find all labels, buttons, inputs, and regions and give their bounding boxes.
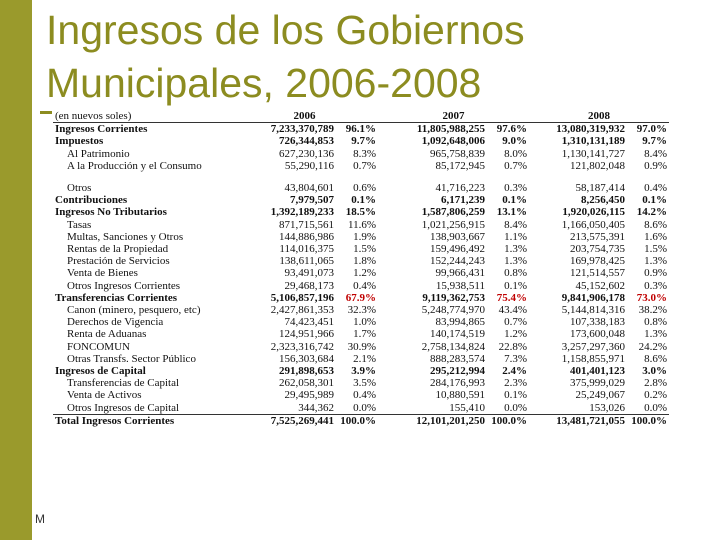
table-row [53,267,669,279]
table-row [53,206,669,218]
value-2007: 2,758,134,824 [421,340,485,353]
slide-title [46,4,525,110]
value-2008: 45,152,602 [575,279,625,292]
table-header-row [53,110,669,123]
row-name: Rentas de la Propiedad [67,243,169,256]
income-table [53,110,669,427]
percent-2008: 0.8% [644,316,667,329]
table-row [53,135,669,147]
row-name: Transferencias de Capital [67,377,180,390]
percent-2007: 1.3% [504,243,527,256]
value-2006: 43,804,601 [284,182,334,195]
value-2008: 153,026 [589,401,625,414]
percent-2006: 1.8% [353,255,376,268]
value-2008: 121,802,048 [570,159,625,172]
left-accent-bar [0,0,32,540]
table-row [53,219,669,231]
percent-2007: 8.0% [504,147,527,160]
value-2008: 5,144,814,316 [561,304,625,317]
table-row [53,328,669,340]
percent-2006: 0.0% [353,401,376,414]
percent-2006: 0.1% [351,194,376,207]
value-2006: 156,303,684 [279,352,334,365]
value-2007: 284,176,993 [430,377,485,390]
value-2007: 9,119,362,753 [422,291,485,304]
value-2006: 7,525,269,441 [231,414,336,427]
row-name: Venta de Bienes [67,267,138,280]
percent-2006: 11.6% [347,218,376,231]
value-2006: 29,468,173 [284,279,334,292]
year-header-2006: 2006 [231,110,378,123]
percent-2006: 0.6% [353,182,376,195]
unit-label: (en nuevos soles) [53,110,231,123]
value-2006: 114,016,375 [279,243,334,256]
value-2007: 85,172,945 [435,159,485,172]
row-spacer-cell [53,172,669,182]
table-row [53,255,669,267]
table-row [53,123,669,136]
percent-2006: 9.7% [351,135,376,148]
table-row [53,280,669,292]
percent-2006: 0.4% [353,279,376,292]
table-row [53,194,669,206]
percent-2008: 8.6% [644,352,667,365]
value-2007: 1,092,648,006 [421,135,485,148]
value-2007: 888,283,574 [430,352,485,365]
percent-2006: 67.9% [345,291,376,304]
percent-2007: 7.3% [504,352,527,365]
row-name: Otras Transfs. Sector Público [67,352,196,365]
value-2007: 12,101,201,250 [378,414,487,427]
percent-2007: 97.6% [496,123,527,136]
percent-2008: 100.0% [627,414,669,427]
value-2008: 1,310,131,189 [561,135,625,148]
income-table-image [53,110,669,530]
percent-2008: 0.3% [644,279,667,292]
table-row [53,316,669,328]
value-2007: 159,496,492 [430,243,485,256]
percent-2006: 8.3% [353,147,376,160]
percent-2007: 0.0% [504,401,527,414]
table-row [53,231,669,243]
percent-2006: 96.1% [345,123,376,136]
value-2006: 2,427,861,353 [270,304,334,317]
value-2008: 1,166,050,405 [561,218,625,231]
percent-2006: 1.7% [353,328,376,341]
value-2007: 140,174,519 [430,328,485,341]
percent-2006: 30.9% [347,340,376,353]
value-2007: 152,244,243 [430,255,485,268]
table-row [53,377,669,389]
percent-2007: 2.3% [504,377,527,390]
table-row [53,353,669,365]
percent-2008: 0.4% [644,182,667,195]
percent-2008: 38.2% [638,304,667,317]
percent-2008: 1.5% [644,243,667,256]
row-name: Renta de Aduanas [67,328,147,341]
percent-2008: 14.2% [636,206,667,219]
row-name: Derechos de Vigencia [67,316,164,329]
row-name: Total Ingresos Corrientes [53,414,231,427]
value-2007: 6,171,239 [441,194,485,207]
percent-2008: 8.4% [644,147,667,160]
percent-2006: 18.5% [345,206,376,219]
value-2008: 401,401,123 [570,365,625,378]
value-2006: 627,230,136 [279,147,334,160]
value-2006: 74,423,451 [284,316,334,329]
value-2008: 121,514,557 [570,267,625,280]
percent-2007: 0.1% [504,389,527,402]
value-2006: 124,951,966 [279,328,334,341]
value-2007: 83,994,865 [435,316,485,329]
row-name: Impuestos [55,135,104,148]
value-2008: 213,575,391 [570,230,625,243]
percent-2007: 22.8% [498,340,527,353]
percent-2008: 0.9% [644,267,667,280]
value-2006: 7,233,370,789 [270,123,334,136]
value-2006: 726,344,853 [279,135,334,148]
table-row [53,365,669,377]
row-name: A la Producción y el Consumo [67,159,202,172]
percent-2007: 100.0% [487,414,529,427]
percent-2008: 0.9% [644,159,667,172]
value-2006: 29,495,989 [284,389,334,402]
value-2008: 1,158,855,971 [561,352,625,365]
percent-2007: 1.3% [504,255,527,268]
table-row [53,341,669,353]
percent-2006: 32.3% [347,304,376,317]
value-2006: 7,979,507 [290,194,334,207]
percent-2008: 2.8% [644,377,667,390]
percent-2006: 2.1% [353,352,376,365]
value-2008: 13,080,319,932 [556,123,625,136]
table-row [53,292,669,304]
row-name: Ingresos Corrientes [55,123,148,136]
row-name: Tasas [67,218,92,231]
value-2007: 155,410 [449,401,485,414]
value-2006: 93,491,073 [284,267,334,280]
value-2006: 344,362 [298,401,334,414]
row-name: Otros Ingresos Corrientes [67,279,181,292]
year-header-2007: 2007 [378,110,529,123]
percent-2007: 9.0% [502,135,527,148]
row-name: Ingresos de Capital [55,365,146,378]
percent-2007: 0.3% [504,182,527,195]
value-2007: 138,903,667 [430,230,485,243]
value-2006: 291,898,653 [279,365,334,378]
title-line-2: Municipales, 2006-2008 [46,60,482,106]
year-header-2008: 2008 [529,110,669,123]
percent-2008: 0.1% [642,194,667,207]
table-row [53,402,669,415]
value-2007: 295,212,994 [430,365,485,378]
percent-2007: 0.8% [504,267,527,280]
row-name: Prestación de Servicios [67,255,170,268]
value-2008: 375,999,029 [570,377,625,390]
value-2006: 871,715,561 [279,218,334,231]
value-2007: 1,021,256,915 [421,218,485,231]
percent-2007: 0.7% [504,159,527,172]
value-2008: 203,754,735 [570,243,625,256]
percent-2007: 13.1% [496,206,527,219]
value-2007: 15,938,511 [435,279,485,292]
percent-2008: 0.2% [644,389,667,402]
percent-2006: 0.4% [353,389,376,402]
value-2008: 9,841,906,178 [561,291,625,304]
row-name: Otros Ingresos de Capital [67,401,180,414]
value-2008: 8,256,450 [581,194,625,207]
footer-text: M [35,512,45,526]
title-rule [40,111,52,114]
row-name: FONCOMUN [67,340,130,353]
value-2006: 5,106,857,196 [270,291,334,304]
value-2007: 965,758,839 [430,147,485,160]
value-2007: 41,716,223 [435,182,485,195]
percent-2008: 0.0% [644,401,667,414]
value-2008: 1,130,141,727 [561,147,625,160]
percent-2006: 3.9% [351,365,376,378]
percent-2007: 2.4% [502,365,527,378]
percent-2008: 1.6% [644,230,667,243]
row-spacer [53,172,669,182]
row-name: Venta de Activos [67,389,142,402]
percent-2007: 0.7% [504,316,527,329]
percent-2008: 1.3% [644,328,667,341]
percent-2007: 1.1% [504,230,527,243]
value-2006: 138,611,065 [279,255,334,268]
percent-2006: 100.0% [336,414,378,427]
percent-2008: 9.7% [642,135,667,148]
percent-2008: 1.3% [644,255,667,268]
percent-2008: 97.0% [636,123,667,136]
table-row [53,389,669,401]
value-2008: 13,481,721,055 [529,414,627,427]
table-row [53,243,669,255]
value-2008: 58,187,414 [575,182,625,195]
total-row [53,414,669,427]
table-row [53,304,669,316]
percent-2008: 24.2% [638,340,667,353]
row-name: Transferencias Corrientes [55,291,178,304]
value-2008: 169,978,425 [570,255,625,268]
value-2007: 11,805,988,255 [416,123,485,136]
table-row [53,182,669,194]
value-2007: 99,966,431 [435,267,485,280]
value-2006: 2,323,316,742 [270,340,334,353]
value-2008: 1,920,026,115 [562,206,625,219]
value-2008: 3,257,297,360 [561,340,625,353]
value-2006: 262,058,301 [279,377,334,390]
percent-2007: 75.4% [496,291,527,304]
row-name: Ingresos No Tributarios [55,206,167,219]
percent-2008: 73.0% [636,291,667,304]
percent-2008: 8.6% [644,218,667,231]
row-name: Canon (minero, pesquero, etc) [67,304,201,317]
title-line-1: Ingresos de los Gobiernos [46,7,525,53]
percent-2006: 1.2% [353,267,376,280]
percent-2006: 3.5% [353,377,376,390]
value-2008: 107,338,183 [570,316,625,329]
percent-2007: 0.1% [502,194,527,207]
table-row [53,160,669,172]
value-2007: 1,587,806,259 [421,206,485,219]
value-2007: 10,880,591 [435,389,485,402]
percent-2006: 1.9% [353,230,376,243]
value-2006: 144,886,986 [279,230,334,243]
percent-2007: 8.4% [504,218,527,231]
percent-2007: 1.2% [504,328,527,341]
row-name: Otros [67,182,92,195]
value-2006: 55,290,116 [284,159,334,172]
percent-2007: 43.4% [498,304,527,317]
percent-2008: 3.0% [642,365,667,378]
percent-2007: 0.1% [504,279,527,292]
value-2008: 173,600,048 [570,328,625,341]
percent-2006: 1.5% [353,243,376,256]
table-row [53,148,669,160]
value-2007: 5,248,774,970 [421,304,485,317]
table-body [53,123,669,427]
row-name: Multas, Sanciones y Otros [67,230,184,243]
value-2008: 25,249,067 [575,389,625,402]
percent-2006: 1.0% [353,316,376,329]
row-name: Contribuciones [55,194,128,207]
percent-2006: 0.7% [353,159,376,172]
row-name: Al Patrimonio [67,147,130,160]
value-2006: 1,392,189,233 [270,206,334,219]
